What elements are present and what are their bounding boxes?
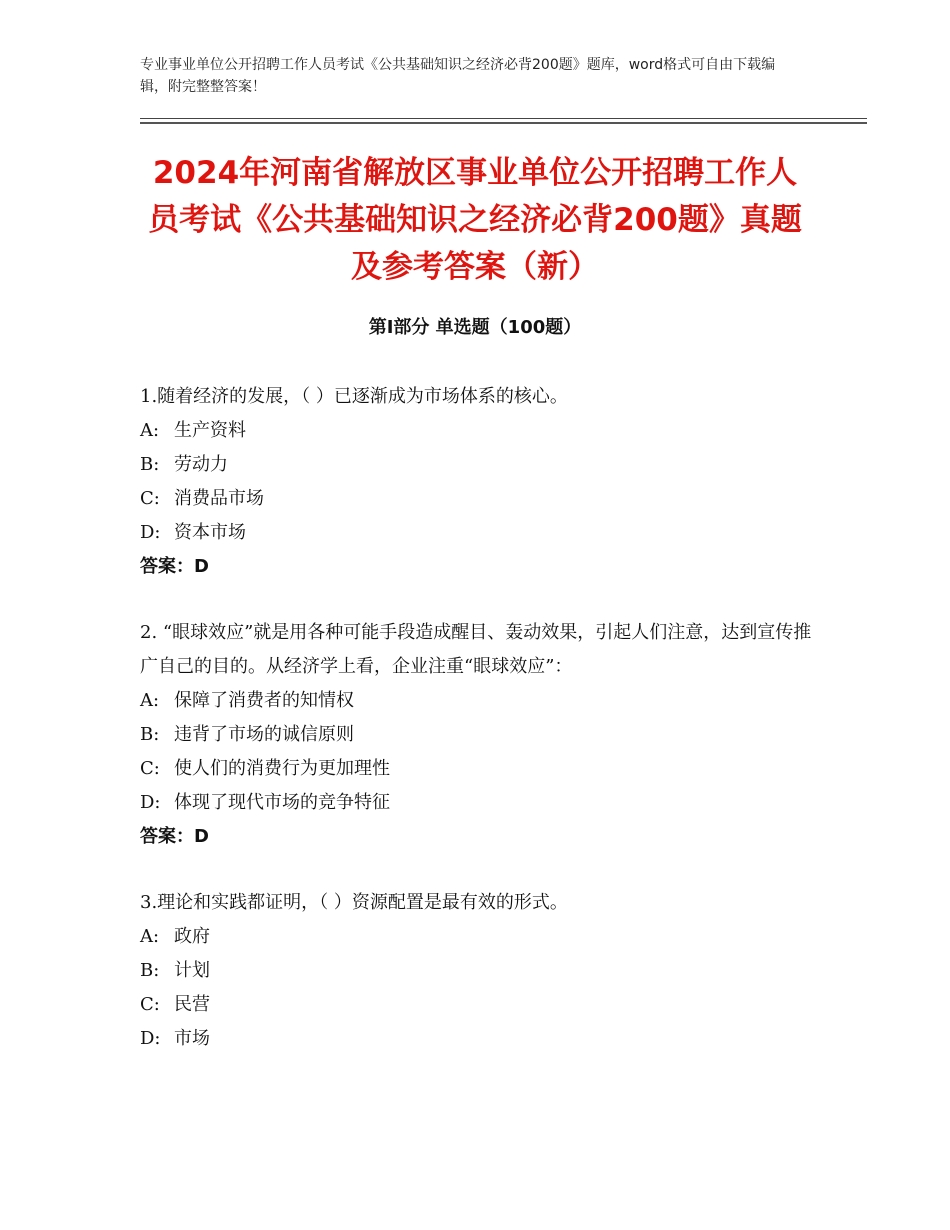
answer-line: 答案：D (140, 556, 209, 577)
option-text: 使人们的消费行为更加理性 (174, 758, 390, 779)
option-a (140, 414, 820, 448)
option-letter: B: (140, 724, 160, 745)
option-letter: C: (140, 994, 160, 1015)
option-b (140, 718, 820, 752)
option-text: 资本市场 (174, 522, 246, 543)
option-letter: D: (140, 1028, 161, 1049)
option-text: 保障了消费者的知情权 (174, 690, 354, 711)
option-c (140, 482, 820, 516)
option-text: 生产资料 (174, 420, 246, 441)
option-text: 计划 (174, 960, 210, 981)
option-d (140, 1022, 820, 1056)
option-letter: B: (140, 454, 160, 475)
option-text: 劳动力 (174, 454, 228, 475)
question-1 (140, 380, 820, 584)
option-d (140, 786, 820, 820)
option-a (140, 684, 820, 718)
option-letter: D: (140, 522, 161, 543)
question-stem: 1.随着经济的发展，（ ）已逐渐成为市场体系的核心。 (140, 386, 568, 407)
section-title: 第Ⅰ部分 单选题（100题） (368, 317, 582, 338)
question-list (140, 380, 820, 1088)
option-text: 消费品市场 (174, 488, 264, 509)
option-b (140, 954, 820, 988)
option-d (140, 516, 820, 550)
header-divider-thick (140, 122, 867, 124)
option-c (140, 752, 820, 786)
option-letter: A: (140, 690, 160, 711)
answer-line: 答案：D (140, 826, 209, 847)
option-letter: D: (140, 792, 161, 813)
option-text: 市场 (174, 1028, 210, 1049)
option-letter: C: (140, 488, 160, 509)
question-stem: 3.理论和实践都证明，（ ）资源配置是最有效的形式。 (140, 892, 568, 913)
option-letter: B: (140, 960, 160, 981)
header-note: 专业事业单位公开招聘工作人员考试《公共基础知识之经济必背200题》题库，word格式可自由下载编辑，附完整整答案！ (140, 57, 776, 95)
option-a (140, 920, 820, 954)
option-b (140, 448, 820, 482)
question-stem: 2. “眼球效应”就是用各种可能手段造成醒目、轰动效果，引起人们注意，达到宣传推广自己的目的。从经济学上看，企业注重“眼球效应”： (140, 622, 812, 677)
option-text: 违背了市场的诚信原则 (174, 724, 354, 745)
option-text: 体现了现代市场的竞争特征 (174, 792, 390, 813)
question-3 (140, 886, 820, 1056)
option-letter: A: (140, 420, 160, 441)
option-letter: A: (140, 926, 160, 947)
option-letter: C: (140, 758, 160, 779)
option-text: 民营 (174, 994, 210, 1015)
question-2 (140, 616, 820, 854)
header-divider-thin (140, 118, 867, 119)
option-c (140, 988, 820, 1022)
document-title: 2024年河南省解放区事业单位公开招聘工作人员考试《公共基础知识之经济必背200题》真题及参考答案（新） (148, 155, 802, 285)
option-text: 政府 (174, 926, 210, 947)
